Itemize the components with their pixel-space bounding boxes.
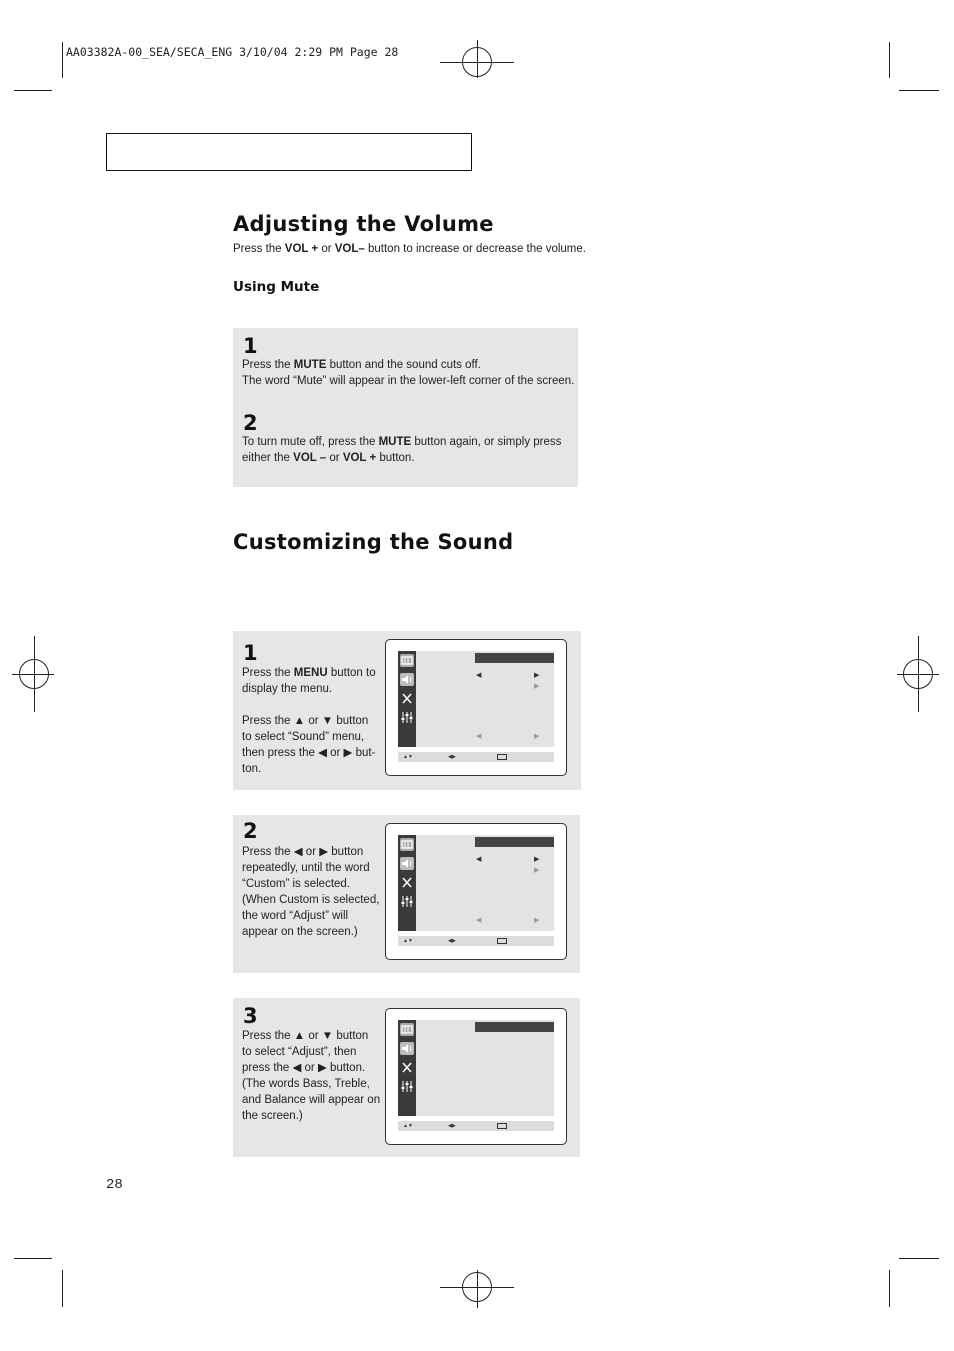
antenna-icon (400, 692, 414, 705)
speaker-icon (400, 1042, 414, 1055)
right-arrow-icon: ▶ (534, 672, 540, 679)
left-arrow-icon: ◀ (476, 917, 482, 924)
right-arrow-icon: ▶ (534, 733, 540, 740)
printer-slug: AA03382A-00_SEA/SECA_ENG 3/10/04 2:29 PM Page 28 (66, 45, 399, 59)
antenna-icon (400, 876, 414, 889)
page-number: 28 (106, 1177, 123, 1193)
right-arrow-icon: ▶ (534, 867, 540, 874)
menu-icon (497, 938, 507, 944)
crop-mark (899, 1258, 939, 1259)
step-number: 2 (243, 411, 258, 435)
mute-heading: Using Mute (233, 279, 320, 295)
crop-mark (62, 1270, 63, 1307)
adjust-icon: ◀▶ (448, 938, 456, 944)
tv-menu-screen (385, 1008, 567, 1145)
tv-menu-screen (385, 639, 567, 776)
sound-step3-text: Press the ▲ or ▼ button to select “Adjust”, then press the ◀ or ▶ button. (The words Bass, Treble, and Balance will appear on the screen.) (242, 1030, 381, 1122)
sound-heading: Customizing the Sound (233, 530, 514, 554)
sound-step1-box (233, 631, 581, 790)
picture-icon (400, 654, 414, 667)
sound-step3-box (233, 998, 580, 1157)
menu-title-bar (475, 1022, 554, 1032)
left-arrow-icon: ◀ (476, 672, 482, 679)
menu-help-bar (398, 752, 554, 762)
left-arrow-icon: ◀ (476, 733, 482, 740)
mute-step2-text: To turn mute off, press the MUTE button again, or simply press either the VOL – or VOL + button. (242, 436, 562, 464)
left-arrow-icon: ◀ (476, 856, 482, 863)
mute-step1-text: Press the MUTE button and the sound cuts off. The word “Mute” will appear in the lower-left corner of the screen. (242, 359, 575, 387)
tv-menu-screen (385, 823, 567, 960)
equalizer-icon (400, 711, 414, 724)
adjust-icon: ◀▶ (448, 1123, 456, 1129)
crop-mark (889, 42, 890, 78)
menu-help-bar (398, 1121, 554, 1131)
crop-mark (14, 1258, 52, 1259)
menu-icon (497, 1123, 507, 1129)
volume-heading: Adjusting the Volume (233, 212, 494, 236)
picture-icon (400, 838, 414, 851)
volume-intro: Press the VOL + or VOL– button to increase or decrease the volume. (233, 243, 586, 255)
antenna-icon (400, 1061, 414, 1074)
menu-help-bar (398, 936, 554, 946)
chapter-header-box (106, 133, 472, 171)
crop-mark (62, 42, 63, 78)
picture-icon (400, 1023, 414, 1036)
menu-title-bar (475, 653, 554, 663)
speaker-icon (400, 857, 414, 870)
right-arrow-icon: ▶ (534, 856, 540, 863)
right-arrow-icon: ▶ (534, 917, 540, 924)
move-icon: ▲▼ (403, 1123, 413, 1129)
speaker-icon (400, 673, 414, 686)
step-number: 2 (243, 819, 258, 843)
step-number: 3 (243, 1004, 258, 1028)
equalizer-icon (400, 895, 414, 908)
adjust-icon: ◀▶ (448, 754, 456, 760)
sound-step2-box (233, 815, 580, 973)
move-icon: ▲▼ (403, 754, 413, 760)
right-arrow-icon: ▶ (534, 683, 540, 690)
menu-title-bar (475, 837, 554, 847)
sound-step2-text: Press the ◀ or ▶ button repeatedly, until the word “Custom” is selected. (When Custom is selected, the word “Adjust” will appear on the screen.) (242, 846, 380, 938)
step-number: 1 (243, 334, 258, 358)
crop-mark (889, 1270, 890, 1307)
crop-mark (14, 90, 52, 91)
step-number: 1 (243, 641, 258, 665)
menu-icon (497, 754, 507, 760)
crop-mark (899, 90, 939, 91)
equalizer-icon (400, 1080, 414, 1093)
mute-steps-box (233, 328, 578, 487)
move-icon: ▲▼ (403, 938, 413, 944)
sound-step1-text: Press the MENU button to display the menu. Press the ▲ or ▼ button to select “Sound” menu, then press the ◀ or ▶ but- ton. (242, 667, 376, 775)
